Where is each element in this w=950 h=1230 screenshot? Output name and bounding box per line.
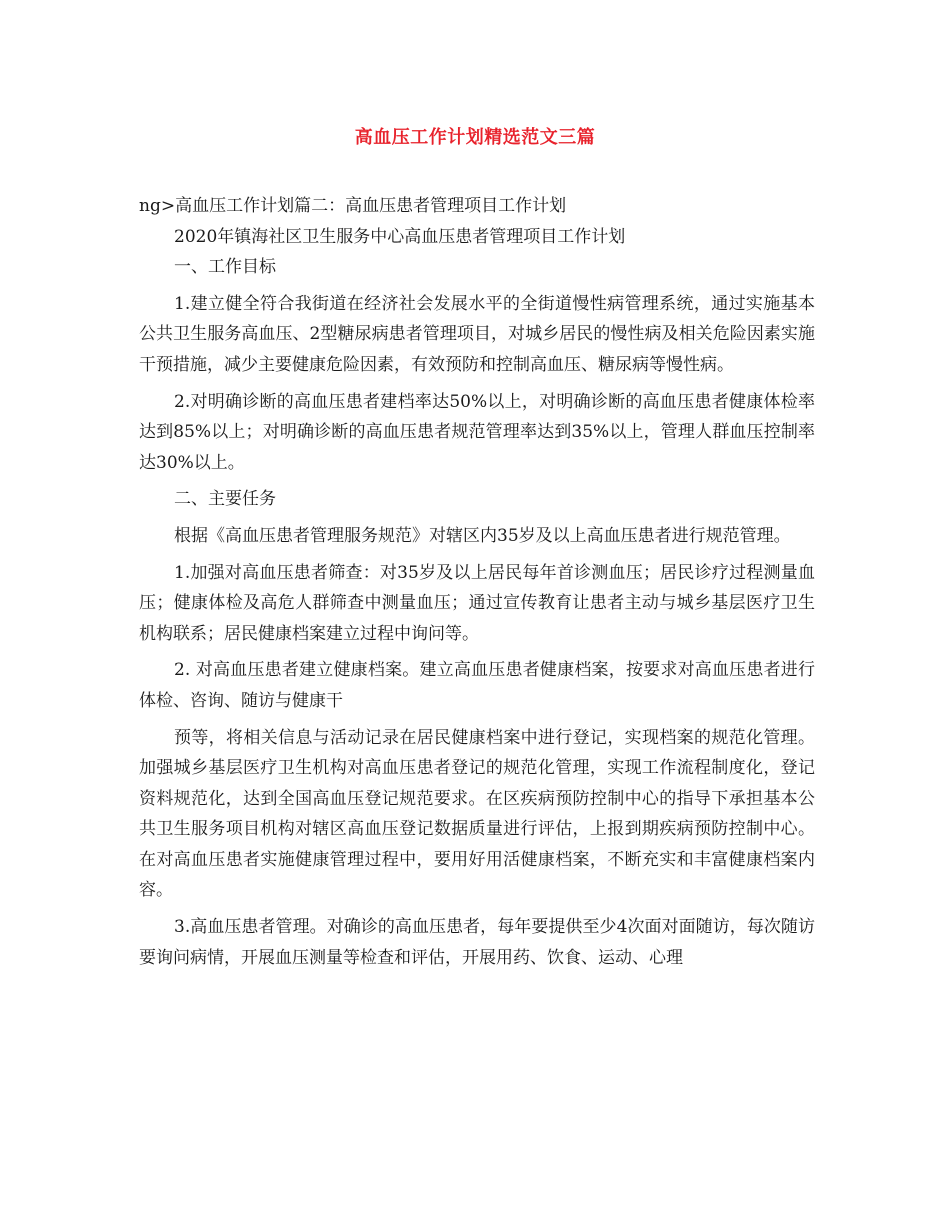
paragraph-task-2-continued: 预等，将相关信息与活动记录在居民健康档案中进行登记，实现档案的规范化管理。加强城乡基层医疗卫生机构对高血压患者登记的规范化管理，实现工作流程制度化，登记资料规范化，达到全国高血压登记规范要求。在区疾病预防控制中心的指导下承担基本公共卫生服务项目机构对辖区高血压登记数据质量进行评估，上报到期疾病预防控制中心。在对高血压患者实施健康管理过程中，要用好用活健康档案，不断充实和丰富健康档案内容。 [139, 727, 815, 901]
paragraph-goal-2: 2.对明确诊断的高血压患者建档率达50%以上，对明确诊断的高血压患者健康体检率达到85%以上；对明确诊断的高血压患者规范管理率达到35%以上，管理人群血压控制率达30%以上。 [139, 391, 815, 473]
heading-work-goals: 一、工作目标 [174, 257, 276, 278]
plan-title: 2020年镇海社区卫生服务中心高血压患者管理项目工作计划 [174, 226, 626, 247]
paragraph-goal-1: 1.建立健全符合我街道在经济社会发展水平的全街道慢性病管理系统，通过实施基本公共卫生服务高血压、2型糖尿病患者管理项目，对城乡居民的慢性病及相关危险因素实施干预措施，减少主要健康危险因素，有效预防和控制高血压、糖尿病等慢性病。 [139, 293, 815, 375]
paragraph-task-2: 2. 对高血压患者建立健康档案。建立高血压患者健康档案，按要求对高血压患者进行体检、咨询、随访与健康干 [139, 660, 815, 711]
section-heading-line: ng>高血压工作计划篇二：高血压患者管理项目工作计划 [139, 196, 567, 216]
paragraph-task-3: 3.高血压患者管理。对确诊的高血压患者，每年要提供至少4次面对面随访，每次随访要询问病情，开展血压测量等检查和评估，开展用药、饮食、运动、心理 [139, 917, 815, 968]
paragraph-task-1: 1.加强对高血压患者筛查：对35岁及以上居民每年首诊测血压；居民诊疗过程测量血压；健康体检及高危人群筛查中测量血压；通过宣传教育让患者主动与城乡基层医疗卫生机构联系；居民健康档案建立过程中询问等。 [139, 562, 815, 644]
document-title: 高血压工作计划精选范文三篇 [354, 127, 596, 148]
document-body [139, 191, 815, 973]
paragraph-tasks-intro: 根据《高血压患者管理服务规范》对辖区内35岁及以上高血压患者进行规范管理。 [174, 525, 791, 546]
heading-main-tasks: 二、主要任务 [174, 489, 276, 510]
